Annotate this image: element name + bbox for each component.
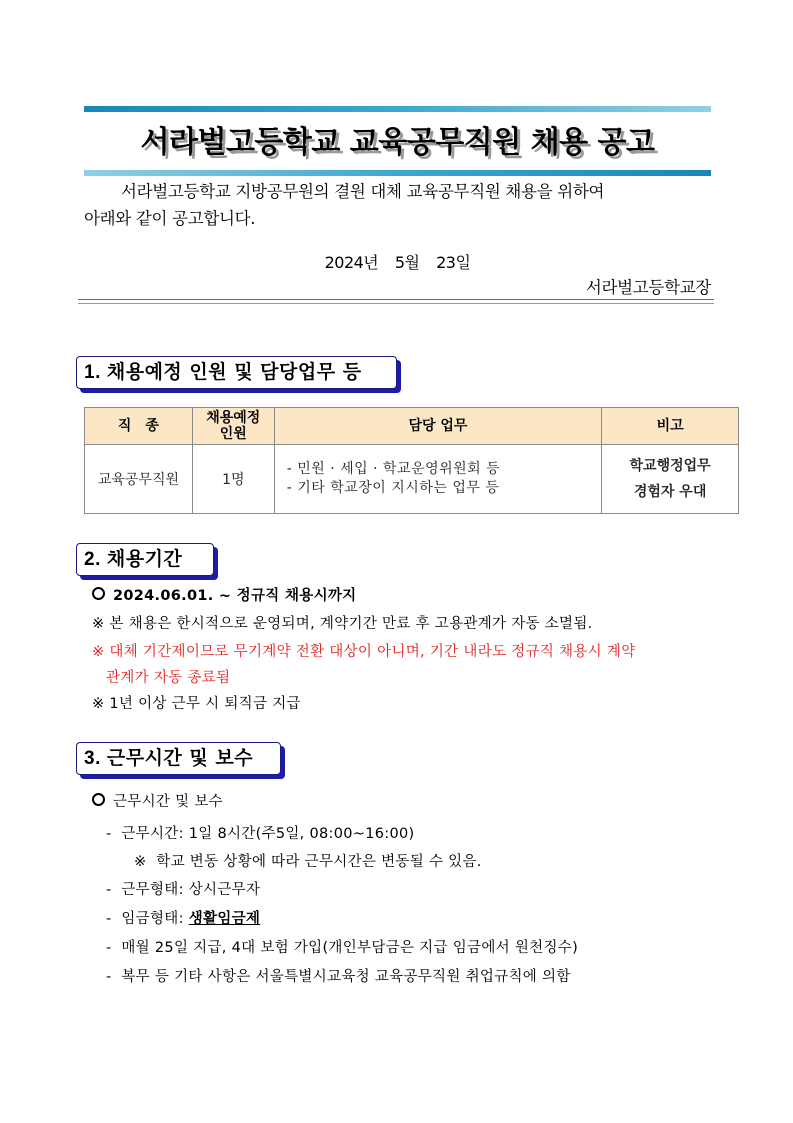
title-bar-top xyxy=(84,106,711,112)
date-month: 5월 xyxy=(394,253,420,272)
cell-job-type: 교육공무직원 xyxy=(85,445,193,514)
subheading-line: 근무시간 및 보수 xyxy=(92,790,223,811)
date-day: 23일 xyxy=(436,253,471,272)
section-heading-3 xyxy=(76,742,281,775)
signer: 서라벌고등학교장 xyxy=(585,278,711,297)
double-divider xyxy=(78,299,714,304)
recruitment-table xyxy=(84,407,739,514)
section-number: 2. xyxy=(84,549,101,570)
table-header-row xyxy=(85,408,739,445)
warning-note-continuation: 관계가 자동 종료됨 xyxy=(106,670,231,686)
dash-bullet: - xyxy=(106,882,112,898)
reference-mark-icon: ※ xyxy=(92,616,105,632)
cell-duties xyxy=(274,445,601,514)
section-title: 채용기간 xyxy=(106,548,183,570)
table-row xyxy=(85,445,739,514)
warning-note-line: ※ 대체 기간제이므로 무기계약 전환 대상이 아니며, 기간 내라도 정규직 채용시 계약 xyxy=(92,644,636,660)
cell-headcount: 1명 xyxy=(192,445,274,514)
section-title: 채용예정 인원 및 담당업무 등 xyxy=(106,361,362,383)
announcement-date xyxy=(84,250,711,273)
section-heading-1 xyxy=(76,356,397,389)
wage-type-value: 생활임금제 xyxy=(188,911,261,927)
work-type-line: - 근무형태: 상시근무자 xyxy=(106,882,261,898)
intro-line-2: 아래와 같이 공고합니다. xyxy=(84,209,256,228)
note-line: ※ 1년 이상 근무 시 퇴직금 지급 xyxy=(92,696,301,712)
section-number: 1. xyxy=(84,362,101,383)
duty-item: - 민원 · 세입 · 학교운영위원회 등 xyxy=(286,461,501,477)
dash-bullet: - xyxy=(106,969,112,985)
title-bar-bottom xyxy=(84,170,711,176)
intro-paragraph xyxy=(84,178,714,232)
work-hours-note: ※ 학교 변동 상황에 따라 근무시간은 변동될 수 있음. xyxy=(134,854,482,870)
reference-mark-icon: ※ xyxy=(92,696,105,712)
section-number: 3. xyxy=(84,748,101,769)
page-title: 서라벌고등학교 교육공무직원 채용 공고 xyxy=(140,125,655,160)
duty-item: - 기타 학교장이 지시하는 업무 등 xyxy=(286,480,500,496)
wage-type-line: - 임금형태: 생활임금제 xyxy=(106,911,261,927)
rules-line: - 복무 등 기타 사항은 서울특별시교육청 교육공무직원 취업규칙에 의함 xyxy=(106,969,571,985)
header-note: 비고 xyxy=(602,408,739,445)
circle-bullet-icon xyxy=(92,587,105,600)
reference-mark-icon: ※ xyxy=(134,854,147,870)
circle-bullet-icon xyxy=(92,793,105,806)
dash-bullet: - xyxy=(106,940,112,956)
dash-bullet: - xyxy=(106,911,112,927)
note-line: ※ 본 채용은 한시적으로 운영되며, 계약기간 만료 후 고용관계가 자동 소멸됨. xyxy=(92,616,593,632)
intro-line-1: 서라벌고등학교 지방공무원의 결원 대체 교육공무직원 채용을 위하여 xyxy=(121,182,605,201)
dash-bullet: - xyxy=(106,826,112,842)
header-duties: 담당 업무 xyxy=(274,408,601,445)
period-line: 2024.06.01. ~ 정규직 채용시까지 xyxy=(92,584,357,605)
header-headcount: 채용예정 인원 xyxy=(192,408,274,445)
date-year: 2024년 xyxy=(324,253,379,272)
payment-line: - 매월 25일 지급, 4대 보험 가입(개인부담금은 지급 임금에서 원천징수) xyxy=(106,940,579,956)
work-hours-line: - 근무시간: 1일 8시간(주5일, 08:00~16:00) xyxy=(106,826,415,842)
cell-note: 학교행정업무 경험자 우대 xyxy=(602,445,739,514)
section-heading-2 xyxy=(76,543,214,576)
section-title: 근무시간 및 보수 xyxy=(106,747,254,769)
reference-mark-icon: ※ xyxy=(92,644,105,660)
header-job-type: 직 종 xyxy=(85,408,193,445)
